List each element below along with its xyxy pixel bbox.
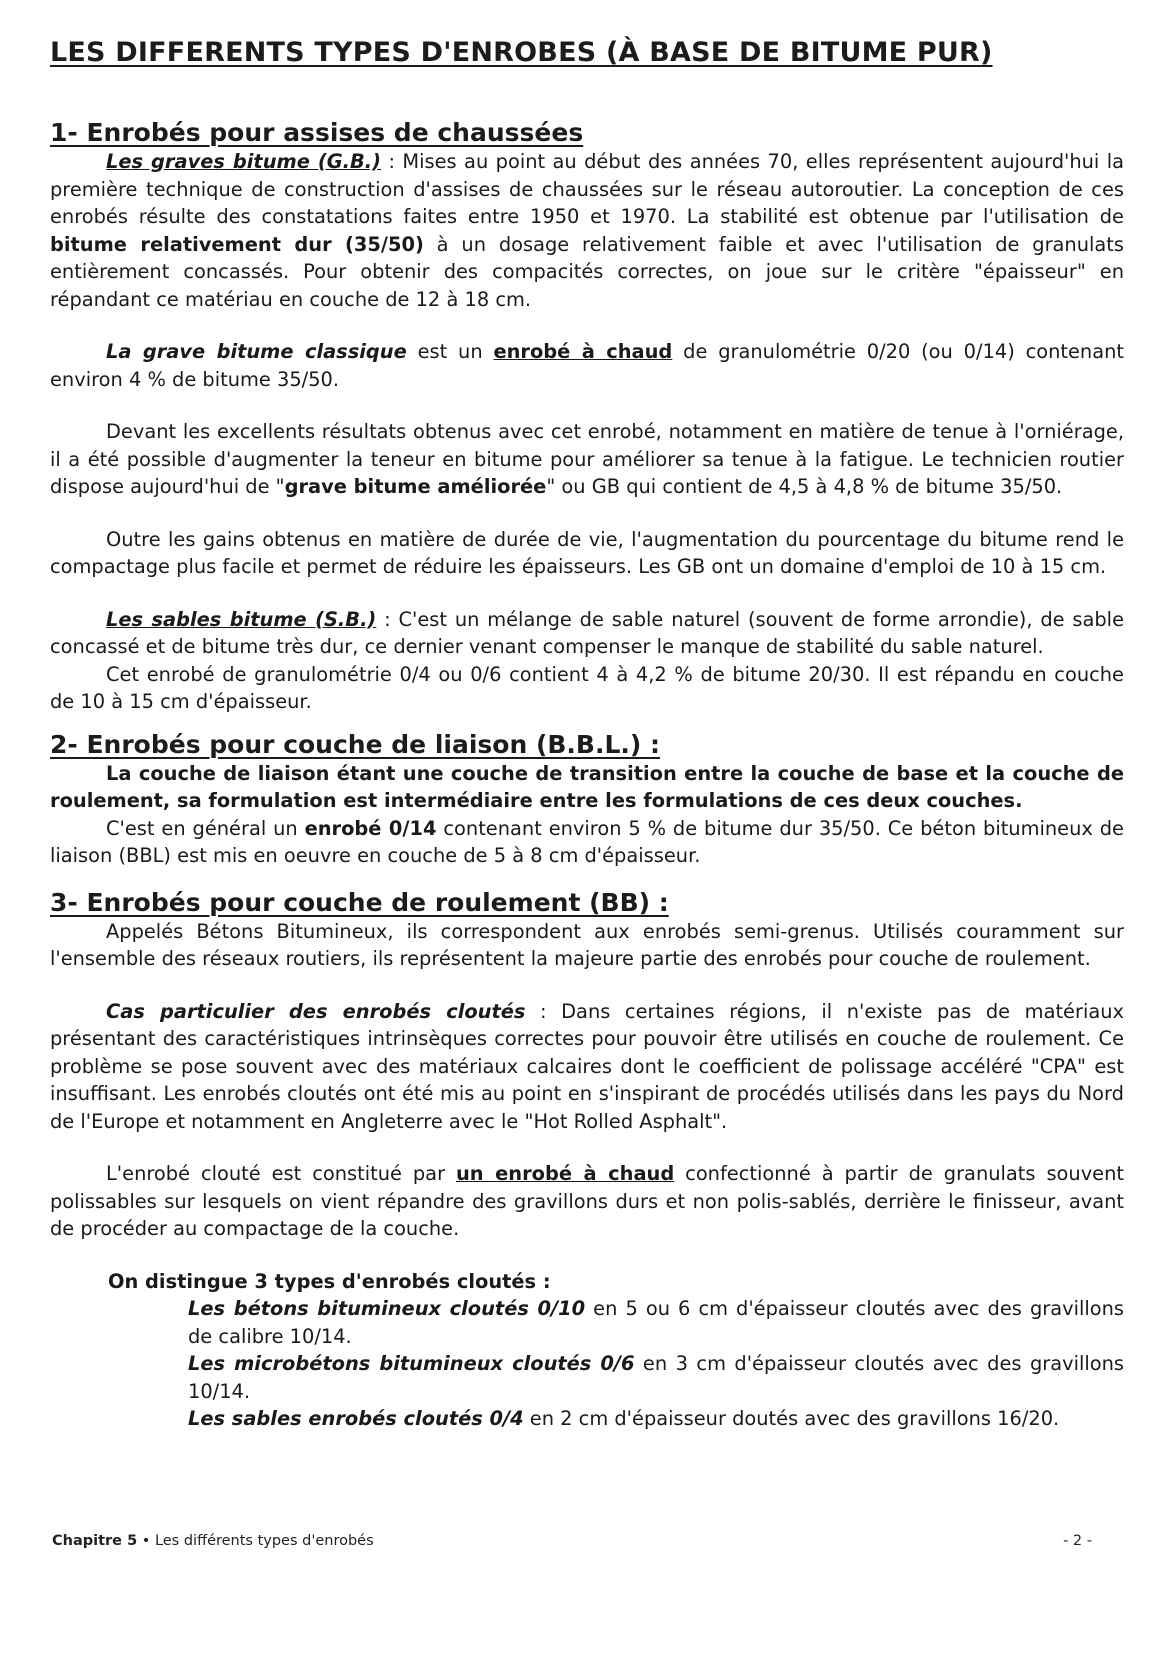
classic-text-2: de granulométrie 0/20 (ou 0/14) contenant environ 4 % de bitume 35/50.: [50, 340, 1124, 391]
footer-chapter: Chapitre 5: [52, 1533, 138, 1549]
gb-text-1: : Mises au point au début des années 70, elles représentent aujourd'hui la première technique de construction d'assises de chaussées sur le réseau autoroutier. La conception de ces enrobés résulte des constatations faites entre 1950 et 1970. La stabilité est obtenue par l'utilisation de: [50, 150, 1124, 228]
type-text-3: en 2 cm d'épaisseur doutés avec des gravillons 16/20.: [523, 1407, 1060, 1430]
classic-underlined: enrobé à chaud: [493, 340, 673, 363]
clout-text-2: confectionné à partir de granulats souvent polissables sur lesquels on vient répandre des gravillons durs et non polis-sablés, derrière le finisseur, avant de procéder au compactage de la couche.: [50, 1162, 1124, 1240]
page-number: - 2 -: [1063, 1533, 1092, 1549]
section-2-heading: 2- Enrobés pour couche de liaison (B.B.L.) :: [50, 729, 661, 759]
sb-term: Les sables bitume (S.B.): [106, 607, 377, 631]
liaison-text-1: C'est en général un: [106, 816, 305, 840]
footer-bullet: •: [137, 1533, 155, 1549]
sb-paragraph: [50, 606, 1124, 661]
improved-paragraph: [50, 418, 1124, 501]
footer-subtitle: Les différents types d'enrobés: [154, 1533, 374, 1549]
cas-term: Cas particulier des enrobés cloutés: [106, 999, 526, 1023]
liaison-text-2: contenant environ 5 % de bitume dur 35/50. Ce béton bitumineux de liaison (BBL) est mis en oeuvre en couche de 5 à 8 cm d'épaisseur.: [50, 816, 1124, 867]
document-page: [50, 36, 1124, 1433]
improved-text-1: Devant les excellents résultats obtenus avec cet enrobé, notamment en matière de tenue à l'orniérage, il a été possible d'augmenter la teneur en bitume pour améliorer sa tenue à la fatigue. Le technicien routier dispose aujourd'hui de ": [50, 420, 1124, 498]
type-term-1: Les bétons bitumineux cloutés 0/10: [188, 1297, 586, 1320]
type-item-2: [188, 1350, 1124, 1405]
clout-underlined: un enrobé à chaud: [455, 1162, 675, 1185]
gb-paragraph: [50, 148, 1124, 313]
gb-bold: bitume relativement dur (35/50): [50, 232, 424, 256]
liaison-bold-inline: enrobé 0/14: [304, 816, 437, 840]
types-heading: On distingue 3 types d'enrobés cloutés :: [108, 1269, 551, 1293]
document-title: LES DIFFERENTS TYPES D'ENROBES (À BASE DE BITUME PUR): [50, 37, 993, 68]
classic-paragraph: [50, 338, 1124, 393]
section-1-heading: 1- Enrobés pour assises de chaussées: [50, 118, 584, 147]
sb-paragraph-2: Cet enrobé de granulométrie 0/4 ou 0/6 contient 4 à 4,2 % de bitume 20/30. Il est répandu en couche de 10 à 15 cm d'épaisseur.: [50, 662, 1124, 713]
type-item-1: [188, 1295, 1124, 1350]
improved-bold: grave bitume améliorée: [284, 475, 547, 498]
sb-text: : C'est un mélange de sable naturel (souvent de forme arrondie), de sable concassé et de bitume très dur, ce dernier venant compenser le manque de stabilité du sable naturel.: [50, 607, 1124, 658]
liaison-paragraph: [50, 815, 1124, 870]
type-term-3: Les sables enrobés cloutés 0/4: [188, 1407, 524, 1430]
classic-text-1: est un: [406, 340, 494, 363]
clout-paragraph: [50, 1160, 1124, 1243]
gb-term: Les graves bitume (G.B.): [106, 150, 382, 173]
gb-text-2: à un dosage relativement faible et avec l'utilisation de granulats entièrement concassés. Pour obtenir des compacités correctes, on joue sur le critère "épaisseur" en répandant ce matériau en couche de 12 à 18 cm.: [50, 232, 1124, 311]
classic-term: La grave bitume classique: [106, 340, 407, 363]
cas-paragraph: [50, 998, 1124, 1136]
roulement-intro: Appelés Bétons Bitumineux, ils correspondent aux enrobés semi-grenus. Utilisés couramment sur l'ensemble des réseaux routiers, ils représentent la majeure partie des enrobés pour couche de roulement.: [50, 919, 1124, 970]
section-3-heading: 3- Enrobés pour couche de roulement (BB) :: [50, 887, 669, 917]
improved-text-2: " ou GB qui contient de 4,5 à 4,8 % de bitume 35/50.: [546, 475, 1063, 498]
type-text-2: en 3 cm d'épaisseur cloutés avec des gravillons 10/14.: [188, 1352, 1124, 1403]
clout-text-1: L'enrobé clouté est constitué par: [106, 1162, 456, 1185]
type-term-2: Les microbétons bitumineux cloutés 0/6: [188, 1352, 635, 1375]
liaison-bold-paragraph: La couche de liaison étant une couche de transition entre la couche de base et la couche de roulement, sa formulation est intermédiaire entre les formulations de ces deux couches.: [50, 761, 1124, 812]
gains-paragraph: Outre les gains obtenus en matière de durée de vie, l'augmentation du pourcentage du bitume rend le compactage plus facile et permet de réduire les épaisseurs. Les GB ont un domaine d'emploi de 10 à 15 cm.: [50, 527, 1124, 578]
cas-text: : Dans certaines régions, il n'existe pas de matériaux présentant des caractéristiques intrinsèques correctes pour pouvoir être utilisés en couche de roulement. Ce problème se pose souvent avec des matériaux calcaires dont le coefficient de polissage accéléré "CPA" est insuffisant. Les enrobés cloutés ont été mis au point en s'inspirant de procédés utilisés dans les pays du Nord de l'Europe et notamment en Angleterre avec le "Hot Rolled Asphalt".: [50, 999, 1124, 1133]
type-item-3: [188, 1405, 1124, 1433]
page-footer: [52, 1533, 1092, 1549]
type-text-1: en 5 ou 6 cm d'épaisseur cloutés avec des gravillons de calibre 10/14.: [188, 1297, 1124, 1348]
